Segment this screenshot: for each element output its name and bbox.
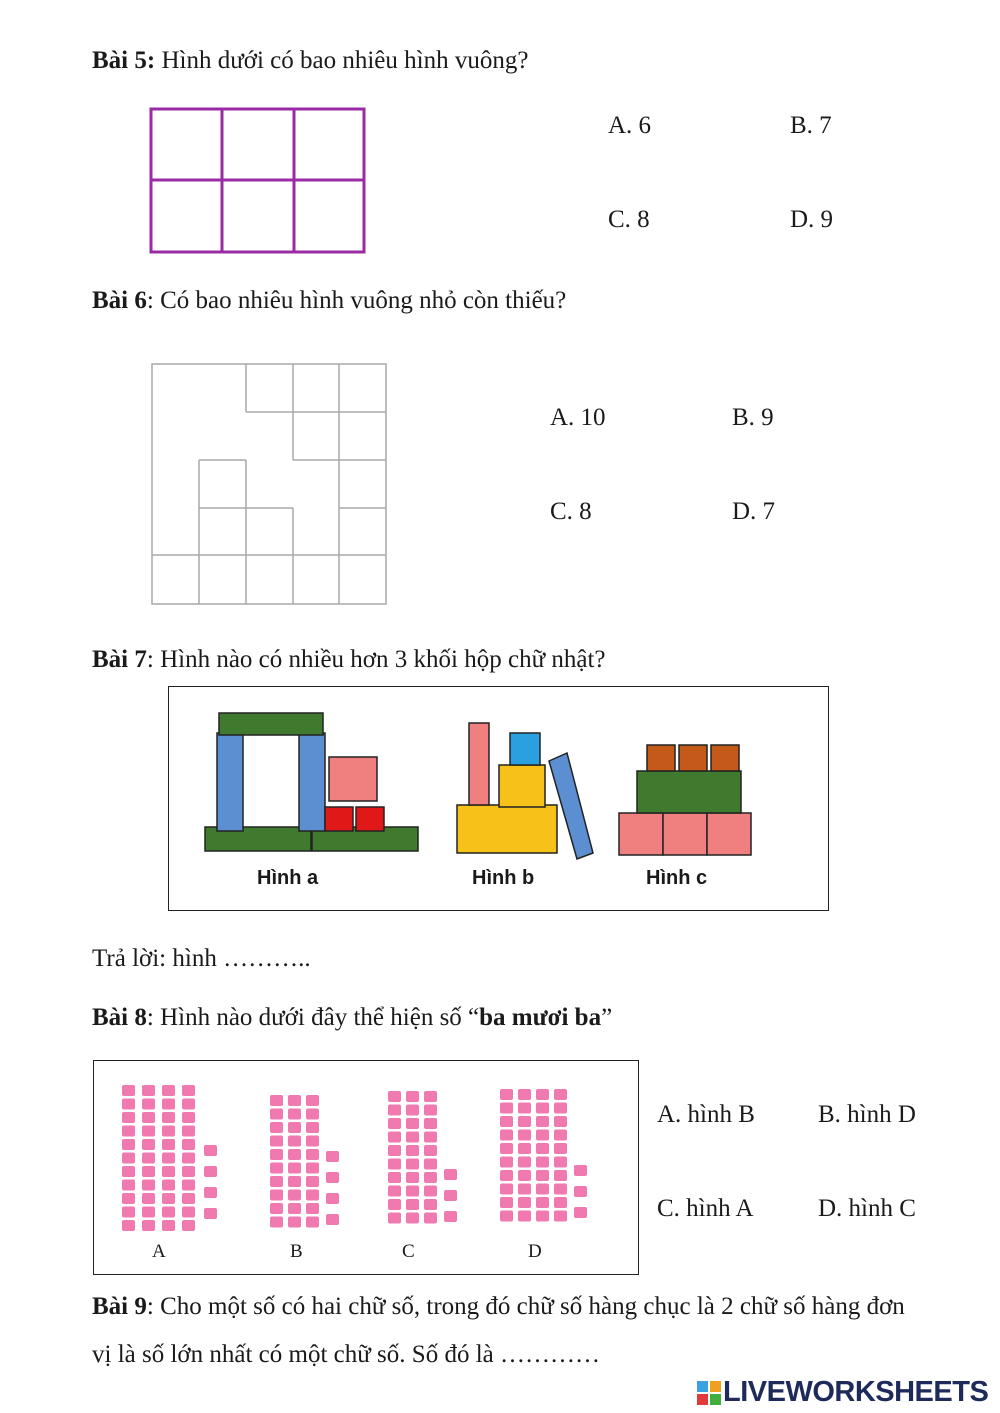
bai8-label: Bài 8 [92, 1004, 147, 1031]
ten-rod-cube [424, 1213, 437, 1224]
ten-rod-cube [406, 1213, 419, 1224]
ten-rod-cube [388, 1145, 401, 1156]
unit-cube [574, 1207, 587, 1218]
ten-rod-cube [536, 1143, 549, 1154]
ten-rod-cube [536, 1089, 549, 1100]
ten-rod-cube [288, 1163, 301, 1174]
ten-rod-cube [270, 1203, 283, 1214]
ten-rod-cube [500, 1197, 513, 1208]
ten-rod-cube [306, 1163, 319, 1174]
ten-rod-cube [142, 1153, 155, 1164]
ten-rod-cube [122, 1220, 135, 1231]
unit-cube [444, 1169, 457, 1180]
ten-rod-cube [406, 1172, 419, 1183]
unit-cube [204, 1166, 217, 1177]
ten-rod-cube [122, 1207, 135, 1218]
unit-cube [574, 1186, 587, 1197]
ten-rod-cube [518, 1170, 531, 1181]
bai7-answer-prompt[interactable]: Trả lời: hình ……….. [92, 945, 311, 972]
bai8-label-a: A [152, 1241, 166, 1262]
liveworksheets-logo [697, 1378, 997, 1410]
ten-rod-cube [288, 1190, 301, 1201]
ten-rod-cube [388, 1199, 401, 1210]
ten-rod-cube [518, 1143, 531, 1154]
bai5-question-text: Hình dưới có bao nhiêu hình vuông? [155, 47, 529, 74]
bai6-option-d[interactable]: D. 7 [732, 498, 776, 525]
ten-rod-cube [122, 1126, 135, 1137]
ten-rod-cube [388, 1159, 401, 1170]
ten-rod-cube [142, 1126, 155, 1137]
ten-rod-cube [424, 1159, 437, 1170]
liveworksheets-logo-icon [697, 1381, 721, 1405]
ten-rod-cube [536, 1157, 549, 1168]
bai9-label: Bài 9 [92, 1293, 147, 1320]
ten-rod-cube [182, 1112, 195, 1123]
ten-rod-cube [306, 1203, 319, 1214]
ten-rod-cube [306, 1149, 319, 1160]
unit-cube [204, 1208, 217, 1219]
ten-rod-cube [500, 1143, 513, 1154]
ten-rod-cube [500, 1170, 513, 1181]
ten-rod-cube [142, 1139, 155, 1150]
bai8-option-c[interactable]: C. hình A [657, 1195, 754, 1222]
ten-rod-cube [306, 1176, 319, 1187]
unit-cube [204, 1187, 217, 1198]
ten-rod-cube [162, 1085, 175, 1096]
ten-rod-cube [500, 1089, 513, 1100]
ten-rod-cube [288, 1203, 301, 1214]
unit-cube [444, 1190, 457, 1201]
ten-rod-cube [554, 1184, 567, 1195]
unit-cube [574, 1165, 587, 1176]
ten-rod-cube [182, 1099, 195, 1110]
ten-rod-cube [406, 1199, 419, 1210]
ten-rod-cube [142, 1180, 155, 1191]
ten-rod-cube [162, 1166, 175, 1177]
unit-cube [326, 1172, 339, 1183]
ten-rod-cube [288, 1109, 301, 1120]
bai7-caption-a: Hình a [257, 867, 319, 889]
ten-rod-cube [406, 1118, 419, 1129]
ten-rod-cube [122, 1193, 135, 1204]
ten-rod-cube [518, 1197, 531, 1208]
ten-rod-cube [122, 1153, 135, 1164]
ten-rod-cube [182, 1139, 195, 1150]
ten-rod-cube [406, 1132, 419, 1143]
ten-rod-cube [182, 1126, 195, 1137]
ten-rod-cube [554, 1157, 567, 1168]
bai5-option-d[interactable]: D. 9 [790, 206, 834, 233]
ten-rod-cube [142, 1166, 155, 1177]
ten-rod-cube [122, 1085, 135, 1096]
ten-rod-cube [554, 1103, 567, 1114]
bai9-line1-text: : Cho một số có hai chữ số, trong đó chữ số hàng chục là 2 chữ số hàng đơn [146, 1293, 905, 1320]
ten-rod-cube [306, 1190, 319, 1201]
bai7-label: Bài 7 [92, 646, 147, 673]
bai6-question-text: : Có bao nhiêu hình vuông nhỏ còn thiếu? [146, 287, 567, 314]
bai8-label-d: D [528, 1241, 542, 1262]
ten-rod-cube [270, 1190, 283, 1201]
ten-rod-cube [306, 1217, 319, 1228]
ten-rod-cube [536, 1184, 549, 1195]
ten-rod-cube [536, 1116, 549, 1127]
ten-rod-cube [162, 1126, 175, 1137]
ten-rod-cube [554, 1116, 567, 1127]
ten-rod-cube [518, 1157, 531, 1168]
ten-rod-cube [122, 1139, 135, 1150]
bai9-line2[interactable]: vị là số lớn nhất có một chữ số. Số đó là ………… [92, 1341, 600, 1368]
ten-rod-cube [288, 1136, 301, 1147]
ten-rod-cube [388, 1091, 401, 1102]
ten-rod-cube [518, 1130, 531, 1141]
ten-rod-cube [270, 1122, 283, 1133]
ten-rod-cube [142, 1085, 155, 1096]
ten-rod-cube [500, 1116, 513, 1127]
ten-rod-cube [288, 1095, 301, 1106]
ten-rod-cube [288, 1217, 301, 1228]
ten-rod-cube [288, 1149, 301, 1160]
ten-rod-cube [142, 1099, 155, 1110]
ten-rod-cube [554, 1143, 567, 1154]
ten-rod-cube [270, 1149, 283, 1160]
ten-rod-cube [406, 1159, 419, 1170]
ten-rod-cube [500, 1211, 513, 1222]
ten-rod-cube [142, 1207, 155, 1218]
ten-rod-cube [122, 1112, 135, 1123]
bai6-question [92, 286, 566, 316]
ten-rod-cube [270, 1217, 283, 1228]
ten-rod-cube [406, 1091, 419, 1102]
ten-rod-cube [270, 1095, 283, 1106]
ten-rod-cube [162, 1112, 175, 1123]
ten-rod-cube [500, 1184, 513, 1195]
ten-rod-cube [162, 1180, 175, 1191]
ten-rod-cube [424, 1172, 437, 1183]
ten-rod-cube [388, 1118, 401, 1129]
ten-rod-cube [424, 1105, 437, 1116]
bai7-question-text: : Hình nào có nhiều hơn 3 khối hộp chữ nhật? [146, 646, 606, 673]
ten-rod-cube [288, 1176, 301, 1187]
ten-rod-cube [306, 1136, 319, 1147]
ten-rod-cube [554, 1197, 567, 1208]
ten-rod-cube [554, 1130, 567, 1141]
bai5-label: Bài 5: [92, 47, 156, 74]
ten-rod-cube [122, 1180, 135, 1191]
ten-rod-cube [182, 1166, 195, 1177]
bai6-option-a[interactable]: A. 10 [550, 404, 606, 431]
ten-rod-cube [142, 1193, 155, 1204]
ten-rod-cube [142, 1112, 155, 1123]
ten-rod-cube [424, 1132, 437, 1143]
bai7-caption-c: Hình c [646, 867, 708, 889]
ten-rod-cube [122, 1166, 135, 1177]
ten-rod-cube [288, 1122, 301, 1133]
bai8-option-b[interactable]: B. hình D [818, 1101, 916, 1128]
ten-rod-cube [388, 1186, 401, 1197]
ten-rod-cube [306, 1109, 319, 1120]
ten-rod-cube [518, 1184, 531, 1195]
ten-rod-cube [270, 1136, 283, 1147]
ten-rod-cube [518, 1089, 531, 1100]
ten-rod-cube [518, 1103, 531, 1114]
ten-rod-cube [142, 1220, 155, 1231]
ten-rod-cube [162, 1193, 175, 1204]
bai6-label: Bài 6 [92, 287, 147, 314]
bai5-option-a[interactable]: A. 6 [608, 112, 652, 139]
bai5-question [92, 46, 528, 76]
bai5-option-c[interactable]: C. 8 [608, 206, 650, 233]
ten-rod-cube [182, 1207, 195, 1218]
ten-rod-cube [424, 1199, 437, 1210]
ten-rod-cube [182, 1153, 195, 1164]
ten-rod-cube [270, 1109, 283, 1120]
bai5-square-grid [148, 106, 368, 256]
ten-rod-cube [554, 1089, 567, 1100]
ten-rod-cube [388, 1172, 401, 1183]
ten-rod-cube [162, 1220, 175, 1231]
ten-rod-cube [500, 1130, 513, 1141]
bai8-question-bold: ba mươi ba [479, 1004, 602, 1031]
ten-rod-cube [518, 1211, 531, 1222]
ten-rod-cube [518, 1116, 531, 1127]
ten-rod-cube [500, 1103, 513, 1114]
bai7-question [92, 645, 606, 675]
unit-cube [326, 1193, 339, 1204]
ten-rod-cube [424, 1145, 437, 1156]
ten-rod-cube [406, 1186, 419, 1197]
ten-rod-cube [162, 1207, 175, 1218]
ten-rod-cube [306, 1095, 319, 1106]
bai7-blocks-figure [168, 686, 829, 911]
ten-rod-cube [406, 1105, 419, 1116]
bai8-question-pre: : Hình nào dưới đây thể hiện số “ [146, 1004, 480, 1031]
ten-rod-cube [162, 1139, 175, 1150]
bai6-option-c[interactable]: C. 8 [550, 498, 592, 525]
bai8-question [92, 1003, 612, 1033]
ten-rod-cube [162, 1153, 175, 1164]
ten-rod-cube [424, 1091, 437, 1102]
ten-rod-cube [122, 1099, 135, 1110]
ten-rod-cube [388, 1213, 401, 1224]
bai8-option-d[interactable]: D. hình C [818, 1195, 916, 1222]
ten-rod-cube [162, 1099, 175, 1110]
bai7-caption-b: Hình b [472, 867, 535, 889]
ten-rod-cube [182, 1193, 195, 1204]
liveworksheets-logo-text: LIVEWORKSHEETS [723, 1376, 989, 1408]
ten-rod-cube [500, 1157, 513, 1168]
ten-rod-cube [536, 1130, 549, 1141]
bai8-blocks-figure [93, 1060, 639, 1275]
bai5-option-b[interactable]: B. 7 [790, 112, 832, 139]
ten-rod-cube [388, 1132, 401, 1143]
bai6-option-b[interactable]: B. 9 [732, 404, 774, 431]
ten-rod-cube [182, 1085, 195, 1096]
bai8-option-a[interactable]: A. hình B [657, 1101, 755, 1128]
ten-rod-cube [536, 1197, 549, 1208]
bai8-tens-units-illustration [94, 1061, 638, 1274]
ten-rod-cube [182, 1220, 195, 1231]
unit-cube [204, 1145, 217, 1156]
ten-rod-cube [424, 1118, 437, 1129]
ten-rod-cube [536, 1170, 549, 1181]
unit-cube [326, 1151, 339, 1162]
ten-rod-cube [270, 1176, 283, 1187]
bai8-label-c: C [402, 1241, 415, 1262]
ten-rod-cube [536, 1103, 549, 1114]
ten-rod-cube [536, 1211, 549, 1222]
ten-rod-cube [306, 1122, 319, 1133]
bai6-missing-squares-grid [150, 362, 390, 608]
unit-cube [444, 1211, 457, 1222]
ten-rod-cube [270, 1163, 283, 1174]
bai8-label-b: B [290, 1241, 303, 1262]
ten-rod-cube [554, 1211, 567, 1222]
bai9-line1 [92, 1292, 905, 1322]
unit-cube [326, 1214, 339, 1225]
bai8-question-post: ” [601, 1004, 613, 1031]
ten-rod-cube [182, 1180, 195, 1191]
ten-rod-cube [406, 1145, 419, 1156]
ten-rod-cube [388, 1105, 401, 1116]
ten-rod-cube [424, 1186, 437, 1197]
ten-rod-cube [554, 1170, 567, 1181]
